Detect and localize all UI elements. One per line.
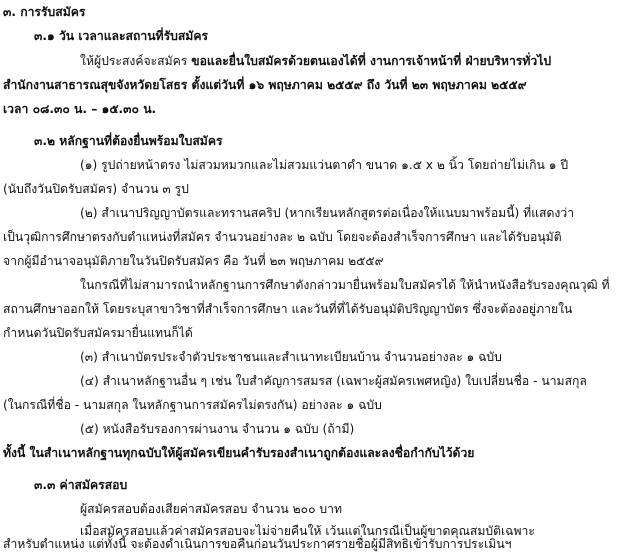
- item-2-line-2: เป็นวุฒิการศึกษาตรงกับตำแหน่งที่สมัคร จำนวนอย่างละ ๒ ฉบับ โดยจะต้องสำเร็จการศึกษา และได้รับอนุมัติ: [3, 230, 562, 244]
- subsection-3-3-heading: [34, 475, 127, 495]
- section-heading: ๓. การรับสมัคร: [3, 5, 86, 19]
- item-2-paragraph-line-3: กำหนดวันปิดรับสมัครมายื่นแทนก็ได้: [3, 326, 193, 340]
- fee-line-3: สำหรับตำแหน่ง แต่ทั้งนี้ จะต้องดำเนินการขอคืนก่อนวันประกาศรายชื่อผู้มีสิทธิเข้ารับการประเมินฯ: [3, 537, 512, 551]
- item-3: (๓) สำเนาบัตรประจำตัวประชาชนและสำเนาทะเบียนบ้าน จำนวนอย่างละ ๑ ฉบับ: [80, 350, 502, 364]
- subsection-3-2-title: หลักฐานที่ต้องยื่นพร้อมใบสมัคร: [59, 134, 223, 148]
- subsection-3-1-number: ๓.๑: [34, 29, 55, 43]
- item-1-line-1: (๑) รูปถ่ายหน้าตรง ไม่สวมหมวกและไม่สวมแว่นตาดำ ขนาด ๑.๕ x ๒ นิ้ว โดยถ่ายไม่เกิน ๑ ปี: [80, 158, 569, 172]
- item-2-paragraph-line-1: ในกรณีที่ไม่สามารถนำหลักฐานการศึกษาดังกล่าวมายื่นพร้อมใบสมัครได้ ให้นำหนังสือรับรองคุณวุฒิ ที่: [80, 278, 610, 292]
- subsection-3-3-number: ๓.๓: [34, 478, 56, 492]
- subsection-3-2-number: ๓.๒: [34, 134, 55, 148]
- item-4-line-2: (ในกรณีที่ชื่อ - นามสกุล ในหลักฐานการสมัครไม่ตรงกัน) อย่างละ ๑ ฉบับ: [3, 398, 382, 412]
- certification-note: ทั้งนี้ ในสำเนาหลักฐานทุกฉบับให้ผู้สมัครเขียนคำรับรองสำเนาถูกต้องและลงชื่อกำกับไว้ด้วย: [3, 446, 475, 460]
- fee-line-1: ผู้สมัครสอบต้องเสียค่าสมัครสอบ จำนวน ๒๐๐ บาท: [80, 502, 343, 516]
- subsection-3-3-title: ค่าสมัครสอบ: [59, 478, 128, 492]
- paragraph-3-1-location: ขอและยื่นใบสมัครด้วยตนเองได้ที่ งานการเจ้าหน้าที่ ฝ่ายบริหารทั่วไป: [191, 54, 552, 68]
- subsection-3-1-heading: [34, 26, 208, 46]
- item-1-line-2: (นับถึงวันปิดรับสมัคร) จำนวน ๓ รูป: [3, 182, 189, 196]
- item-2-line-3: จากผู้มีอำนาจอนุมัติภายในวันปิดรับสมัคร คือ วันที่ ๒๓ พฤษภาคม ๒๕๕๙: [3, 254, 384, 268]
- paragraph-3-1-line-1: [80, 51, 551, 71]
- item-2-paragraph-line-2: สถานศึกษาออกให้ โดยระบุสาขาวิชาที่สำเร็จการศึกษา และวันที่ที่ได้รับอนุมัติปริญญาบัตร ซึ่งจะต้องอยู่ภายใน: [3, 302, 573, 316]
- paragraph-3-1-intro: ให้ผู้ประสงค์จะสมัคร: [80, 54, 192, 68]
- paragraph-3-1-line-3: เวลา ๐๘.๓๐ น. – ๑๕.๓๐ น.: [3, 102, 157, 116]
- item-5: (๕) หนังสือรับรองการผ่านงาน จำนวน ๑ ฉบับ (ถ้ามี): [80, 422, 355, 436]
- item-4-line-1: (๔) สำเนาหลักฐานอื่น ๆ เช่น ใบสำคัญการสมรส (เฉพาะผู้สมัครเพศหญิง) ใบเปลี่ยนชื่อ - นามสกุล: [80, 374, 587, 388]
- fee-line-2: เมื่อสมัครสอบแล้วค่าสมัครสอบจะไม่จ่ายคืนให้ เว้นแต่ในกรณีเป็นผู้ขาดคุณสมบัติเฉพาะ: [80, 524, 535, 538]
- subsection-3-2-heading: [34, 131, 223, 151]
- paragraph-3-1-line-2: สำนักงานสาธารณสุขจังหวัดยโสธร ตั้งแต่วันที่ ๑๖ พฤษภาคม ๒๕๕๙ ถึง วันที่ ๒๓ พฤษภาคม ๒๕๕๙: [3, 78, 527, 92]
- item-2-line-1: (๒) สำเนาปริญญาบัตรและทรานสคริป (หากเรียนหลักสูตรต่อเนื่องให้แนบมาพร้อมนี้) ที่แสดงว่า: [80, 206, 575, 220]
- subsection-3-1-title: วัน เวลาและสถานที่รับสมัคร: [58, 29, 209, 43]
